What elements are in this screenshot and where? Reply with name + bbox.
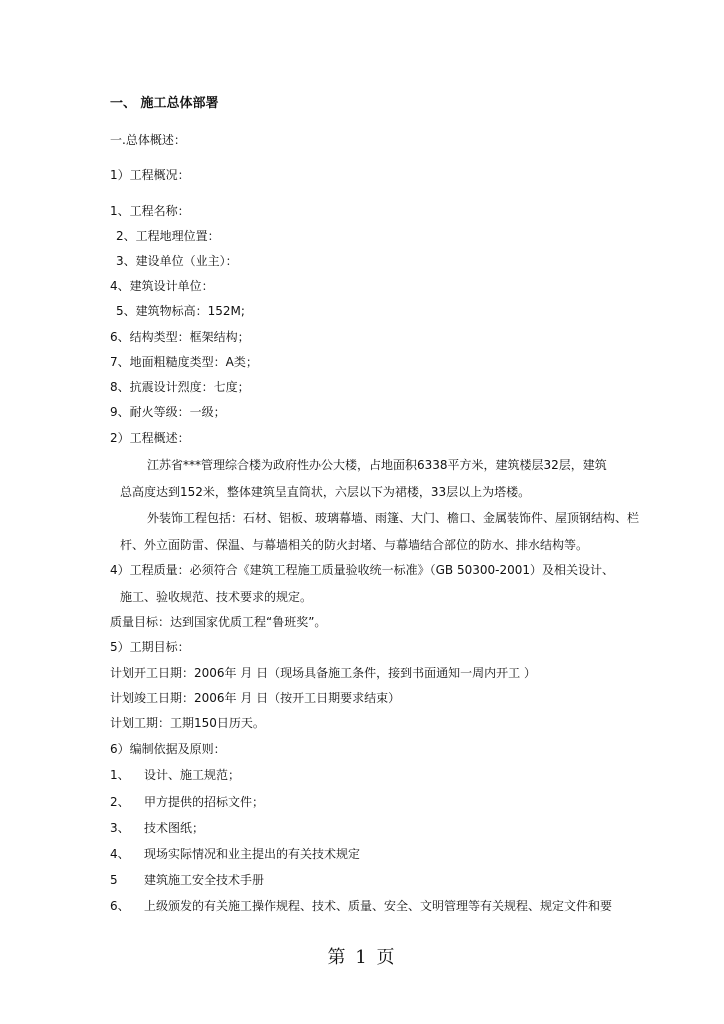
text-line: 3、建设单位（业主）： bbox=[116, 254, 238, 268]
list-text: 建筑施工安全技术手册 bbox=[144, 873, 265, 887]
list-text: 甲方提供的招标文件； bbox=[144, 795, 265, 809]
list-number: 3、 bbox=[110, 821, 130, 835]
text-line: 4）工程质量：必须符合《建筑工程施工质量验收统一标准》（GB 50300-2001）及相关设计、 bbox=[110, 563, 615, 577]
list-number: 6、 bbox=[110, 899, 130, 913]
list-text: 上级颁发的有关施工操作规程、技术、质量、安全、文明管理等有关规程、规定文件和要 bbox=[144, 899, 613, 913]
text-line: 8、抗震设计烈度：七度； bbox=[110, 380, 250, 394]
text-line: 计划工期：工期150日历天。 bbox=[110, 716, 265, 730]
list-number: 2、 bbox=[110, 795, 130, 809]
list-item bbox=[110, 794, 264, 810]
list-number: 1、 bbox=[110, 768, 130, 782]
text-line: 6）编制依据及原则： bbox=[110, 742, 226, 756]
list-text: 现场实际情况和业主提出的有关技术规定 bbox=[144, 847, 361, 861]
paragraph-line: 外装饰工程包括：石材、铝板、玻璃幕墙、雨篷、大门、檐口、金属装饰件、屋顶钢结构、栏 bbox=[147, 511, 640, 525]
text-line: 计划竣工日期：2006年 月 日（按开工日期要求结束） bbox=[110, 691, 401, 705]
text-line: 5）工期目标： bbox=[110, 640, 190, 654]
section-heading: 一、 施工总体部署 bbox=[110, 96, 219, 111]
text-line: 7、地面粗糙度类型：A类； bbox=[110, 355, 258, 369]
text-line: 5、建筑物标高：152M; bbox=[116, 304, 245, 318]
list-number: 5 bbox=[110, 873, 118, 887]
text-line: 6、结构类型：框架结构； bbox=[110, 330, 250, 344]
list-item bbox=[110, 767, 240, 783]
text-line: 质量目标：达到国家优质工程“鲁班奖”。 bbox=[110, 615, 327, 629]
text-line: 施工、验收规范、技术要求的规定。 bbox=[120, 590, 313, 604]
list-item bbox=[110, 872, 264, 888]
text-line: 1、工程名称： bbox=[110, 204, 190, 218]
paragraph-line: 杆、外立面防雷、保温、与幕墙相关的防火封堵、与幕墙结合部位的防水、排水结构等。 bbox=[120, 538, 589, 552]
text-line: 2、工程地理位置： bbox=[116, 229, 220, 243]
page-number-footer: 第 1 页 bbox=[327, 947, 397, 968]
paragraph-line: 总高度达到152米，整体建筑呈直筒状，六层以下为裙楼，33层以上为塔楼。 bbox=[120, 485, 531, 499]
text-line: 计划开工日期：2006年 月 日（现场具备施工条件，接到书面通知一周内开工 ） bbox=[110, 666, 536, 680]
list-item bbox=[110, 820, 204, 836]
list-item bbox=[110, 898, 612, 914]
text-line: 4、建筑设计单位： bbox=[110, 279, 214, 293]
list-text: 技术图纸； bbox=[144, 821, 205, 835]
text-line: 1）工程概况： bbox=[110, 168, 190, 182]
text-line: 2）工程概述： bbox=[110, 431, 190, 445]
paragraph-line: 江苏省***管理综合楼为政府性办公大楼，占地面积6338平方米，建筑楼层32层，建筑 bbox=[147, 458, 607, 472]
text-line: 9、耐火等级：一级； bbox=[110, 405, 226, 419]
list-number: 4、 bbox=[110, 847, 130, 861]
text-line: 一.总体概述： bbox=[110, 133, 186, 147]
list-text: 设计、施工规范； bbox=[144, 768, 241, 782]
list-item bbox=[110, 846, 360, 862]
